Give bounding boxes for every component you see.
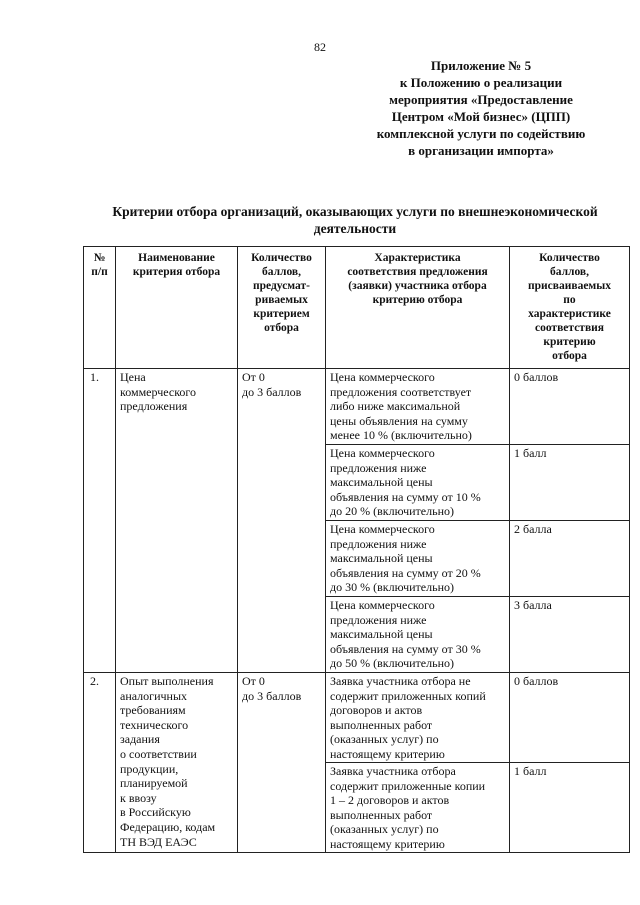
description-line: Цена коммерческого	[330, 598, 435, 612]
description-line: настоящему критерию	[330, 836, 445, 851]
criterion-number: 2.	[84, 673, 116, 853]
option-description	[326, 521, 510, 597]
range-line: до 3 баллов	[242, 384, 302, 399]
description-line: (оказанных услуг) по	[330, 822, 439, 837]
header-line: риваемых	[255, 294, 308, 306]
header-line: отбора	[264, 322, 299, 334]
criterion-name-line: о соответствии	[120, 746, 197, 761]
description-line: выполненных работ	[330, 807, 433, 822]
option-score: 2 балла	[510, 521, 630, 597]
header-line: Количество	[251, 252, 312, 264]
criterion-name-line: планируемой	[120, 776, 188, 791]
description-line: максимальной цены	[330, 475, 433, 490]
appendix-line: комплексной услуги по содействию	[376, 126, 586, 141]
option-score: 3 балла	[510, 597, 630, 673]
header-line: критерия отбора	[132, 266, 221, 278]
range-line: От 0	[242, 674, 265, 688]
title-line: деятельности	[313, 221, 397, 236]
description-line: Заявка участника отбора	[330, 764, 456, 778]
title-line: Критерии отбора организаций, оказывающих услуги по внешнеэкономической	[112, 204, 598, 219]
option-description	[326, 763, 510, 853]
header-line: отбора	[552, 350, 587, 362]
option-score: 1 балл	[510, 445, 630, 521]
description-line: настоящему критерию	[330, 746, 445, 761]
header-line: Количество	[539, 252, 600, 264]
description-line: предложения ниже	[330, 612, 427, 627]
header-assigned-points	[510, 247, 630, 369]
description-line: Заявка участника отбора не	[330, 674, 471, 688]
header-line: баллов,	[261, 266, 302, 278]
criterion-number: 1.	[84, 369, 116, 673]
header-line: соответствия	[534, 322, 605, 334]
criterion-name-line: коммерческого	[120, 384, 197, 399]
description-line: максимальной цены	[330, 627, 433, 642]
appendix-line: Центром «Мой бизнес» (ЦПП)	[391, 109, 571, 124]
option-description	[326, 673, 510, 763]
criterion-name	[116, 369, 238, 673]
description-line: либо ниже максимальной	[330, 399, 461, 414]
description-line: 1 – 2 договоров и актов	[330, 793, 450, 808]
description-line: до 30 % (включительно)	[330, 580, 454, 595]
header-number	[84, 247, 116, 369]
criterion-points-range	[238, 673, 326, 853]
description-line: цены объявления на сумму	[330, 413, 468, 428]
description-line: объявления на сумму от 20 %	[330, 565, 481, 580]
description-line: объявления на сумму от 10 %	[330, 489, 481, 504]
range-line: до 3 баллов	[242, 688, 302, 703]
option-description	[326, 369, 510, 445]
header-line: (заявки) участника отбора	[348, 280, 487, 292]
option-score: 0 баллов	[510, 673, 630, 763]
description-line: выполненных работ	[330, 717, 433, 732]
appendix-line: к Положению о реализации	[399, 75, 563, 90]
criterion-name-line: Цена	[120, 370, 146, 384]
description-line: максимальной цены	[330, 551, 433, 566]
description-line: менее 10 % (включительно)	[330, 428, 472, 443]
table-row	[84, 369, 630, 445]
description-line: до 20 % (включительно)	[330, 504, 454, 519]
criterion-name-line: технического	[120, 717, 189, 732]
option-score: 1 балл	[510, 763, 630, 853]
header-line: Наименование	[138, 252, 215, 264]
header-characteristic	[326, 247, 510, 369]
header-line: баллов,	[549, 266, 590, 278]
option-description	[326, 445, 510, 521]
header-line: Характеристика	[374, 252, 461, 264]
range-line: От 0	[242, 370, 265, 384]
header-line: по	[563, 294, 576, 306]
description-line: содержит приложенных копий	[330, 688, 486, 703]
description-line: договоров и актов	[330, 703, 423, 718]
criterion-name-line: требованиям	[120, 703, 186, 718]
description-line: Цена коммерческого	[330, 522, 435, 536]
criterion-name-line: аналогичных	[120, 688, 188, 703]
criterion-name-line: ТН ВЭД ЕАЭС	[120, 834, 197, 849]
description-line: до 50 % (включительно)	[330, 656, 454, 671]
description-line: предложения ниже	[330, 536, 427, 551]
criterion-name-line: предложения	[120, 399, 188, 414]
table-row	[84, 673, 630, 763]
description-line: содержит приложенные копии	[330, 778, 486, 793]
header-line: присваиваемых	[528, 280, 611, 292]
criterion-name-line: продукции,	[120, 761, 179, 776]
description-line: Цена коммерческого	[330, 370, 435, 384]
criterion-name-line: в Российскую	[120, 805, 191, 820]
description-line: предложения ниже	[330, 460, 427, 475]
header-line: характеристике	[528, 308, 611, 320]
header-line: критерию отбора	[372, 294, 463, 306]
criterion-name-line: к ввозу	[120, 790, 157, 805]
criterion-name-line: Опыт выполнения	[120, 674, 214, 688]
header-line: предусмат-	[253, 280, 310, 292]
criterion-name-line: задания	[120, 732, 160, 747]
option-description	[326, 597, 510, 673]
header-line: соответствия предложения	[347, 266, 488, 278]
description-line: (оказанных услуг) по	[330, 732, 439, 747]
appendix-line: мероприятия «Предоставление	[389, 92, 573, 107]
criteria-table	[83, 246, 630, 853]
header-line: п/п	[91, 266, 108, 278]
criterion-points-range	[238, 369, 326, 673]
document-title	[85, 203, 625, 237]
appendix-line: Приложение № 5	[430, 58, 532, 73]
header-criterion-name	[116, 247, 238, 369]
header-points-range	[238, 247, 326, 369]
description-line: Цена коммерческого	[330, 446, 435, 460]
header-line: критерием	[253, 308, 310, 320]
page-number: 82	[314, 40, 326, 54]
header-line: №	[93, 252, 106, 264]
appendix-line: в организации импорта»	[408, 143, 554, 158]
header-line: критерию	[543, 336, 596, 348]
description-line: объявления на сумму от 30 %	[330, 641, 481, 656]
description-line: предложения соответствует	[330, 384, 472, 399]
criterion-name	[116, 673, 238, 853]
option-score: 0 баллов	[510, 369, 630, 445]
table-header-row	[84, 247, 630, 369]
appendix-header	[358, 57, 604, 159]
criterion-name-line: Федерацию, кодам	[120, 819, 216, 834]
